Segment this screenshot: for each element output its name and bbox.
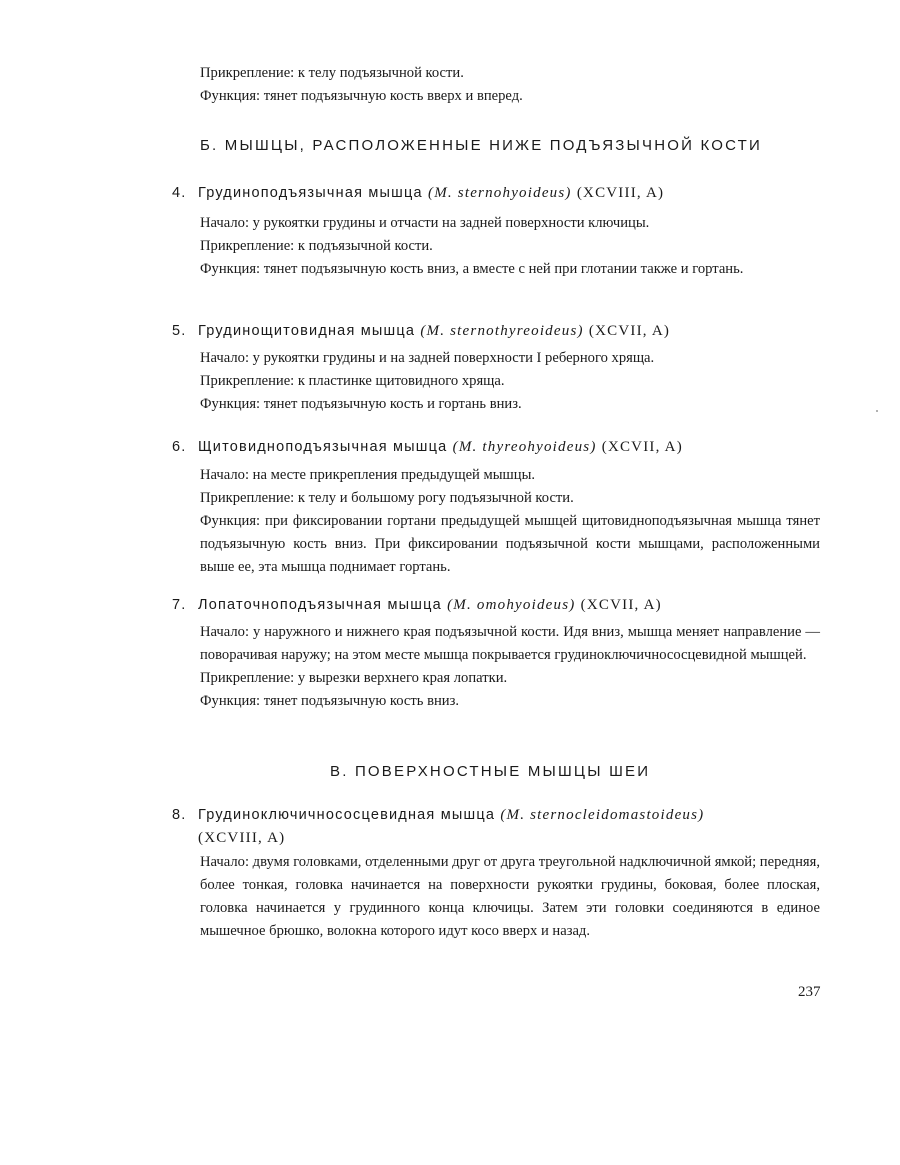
intro-block [200,62,820,108]
muscle-7-description [200,621,820,713]
muscle-6-heading [172,436,792,459]
muscle-plate-ref: (XCVIII, A) [198,830,286,846]
muscle-name: Грудиноподъязычная мышца [198,185,423,201]
muscle-plate-ref: (XCVII, A) [601,439,683,455]
muscle-number: 5. [172,323,187,339]
muscle-name: Щитовидноподъязычная мышца [198,439,448,455]
scan-speck [876,410,878,412]
muscle-5-heading [172,320,792,343]
muscle-7-heading [172,594,792,617]
muscle-6-description [200,464,820,579]
muscle-name: Грудиноключичнососцевидная мышца [198,807,496,823]
muscle-plate-ref: (XCVII, A) [580,597,662,613]
muscle-origin: Начало: у рукоятки грудины и отчасти на задней поверхности ключицы. [200,215,650,231]
muscle-origin: Начало: у наружного и нижнего края подъязычной кости. Идя вниз, мышца меняет направление — поворачивая наружу; на этом месте мышца покрывается грудиноключичнососцевидной мышцей. [200,624,820,663]
muscle-function: Функция: тянет подъязычную кость и гортань вниз. [200,396,522,412]
muscle-plate-ref: (XCVIII, A) [576,185,665,201]
muscle-number: 4. [172,185,187,201]
muscle-origin: Начало: двумя головками, отделенными друг от друга треугольной надключичной ямкой; передняя, более тонкая, головка начинается на поверхности рукоятки грудины, боковая, более плоская, головка начинается у грудинного конца ключицы. Затем эти головки соединяются в единое мышечное брюшко, волокна которого идут косо вверх и назад. [200,854,820,939]
muscle-4-heading [172,182,792,205]
muscle-attachment: Прикрепление: к телу и большому рогу подъязычной кости. [200,490,574,506]
muscle-number: 8. [172,807,187,823]
muscle-8-heading [172,804,792,850]
muscle-origin: Начало: у рукоятки грудины и на задней поверхности I реберного хряща. [200,350,655,366]
muscle-function: Функция: при фиксировании гортани предыдущей мышцей щитовидноподъязычная мышца тянет подъязычную кость вниз. При фиксировании подъязычной кости мышцами, расположенными выше ее, эта мышца поднимает гортань. [200,513,820,575]
muscle-attachment: Прикрепление: к подъязычной кости. [200,238,433,254]
muscle-number: 6. [172,439,187,455]
muscle-latin-name: (M. thyreohyoideus) [452,439,597,455]
muscle-function: Функция: тянет подъязычную кость вниз. [200,693,460,709]
muscle-latin-name: (M. sternothyreoideus) [420,323,584,339]
muscle-number: 7. [172,597,187,613]
muscle-origin: Начало: на месте прикрепления предыдущей мышцы. [200,467,536,483]
muscle-name: Лопаточноподъязычная мышца [198,597,442,613]
muscle-8-description [200,851,820,943]
section-b-heading: Б. МЫШЦЫ, РАСПОЛОЖЕННЫЕ НИЖЕ ПОДЪЯЗЫЧНОЙ КОСТИ [200,137,762,154]
intro-attachment: Прикрепление: к телу подъязычной кости. [200,65,464,81]
muscle-latin-name: (M. sternohyoideus) [428,185,572,201]
muscle-latin-name: (M. omohyoideus) [447,597,576,613]
intro-function: Функция: тянет подъязычную кость вверх и вперед. [200,88,523,104]
muscle-attachment: Прикрепление: к пластинке щитовидного хряща. [200,373,505,389]
muscle-name: Грудинощитовидная мышца [198,323,416,339]
muscle-attachment: Прикрепление: у вырезки верхнего края лопатки. [200,670,508,686]
muscle-4-description [200,212,820,281]
section-c-heading: В. ПОВЕРХНОСТНЫЕ МЫШЦЫ ШЕИ [330,763,651,780]
page-number: 237 [798,984,821,1000]
muscle-latin-name: (M. sternocleidomastoideus) [500,807,705,823]
muscle-plate-ref: (XCVII, A) [588,323,671,339]
muscle-function: Функция: тянет подъязычную кость вниз, а вместе с ней при глотании также и гортань. [200,261,744,277]
muscle-5-description [200,347,820,416]
